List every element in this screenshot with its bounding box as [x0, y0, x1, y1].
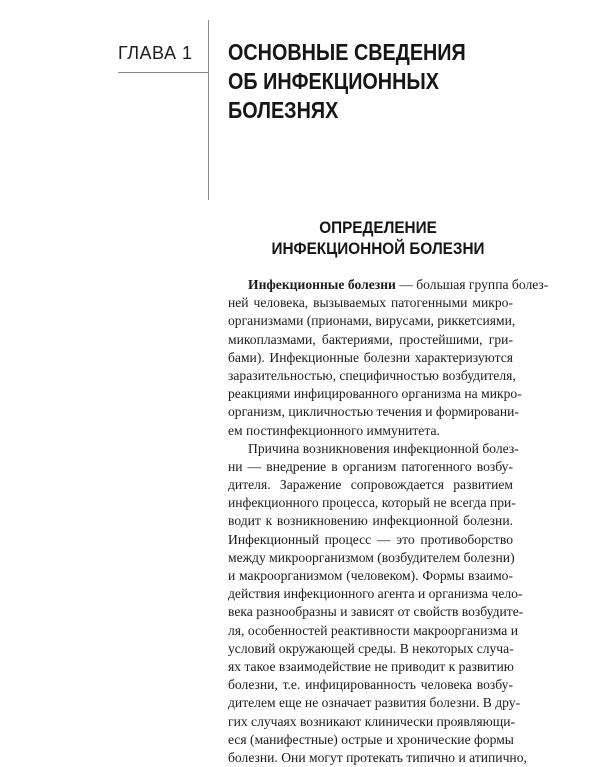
text-line: условий окружающей среды. В некоторых случа- — [228, 640, 514, 656]
text-line: ни — внедрение в организм патогенного возбу- — [228, 458, 513, 474]
horizontal-rule — [118, 72, 208, 73]
chapter-title — [228, 38, 466, 125]
text-line: дителя. Заражение сопровождается развитием — [228, 477, 513, 493]
paragraph1-line1 — [228, 276, 549, 294]
text-line: организм, цикличностью течения и формировани- — [228, 404, 519, 420]
text-line: гих случаях возникают клинически проявляющи- — [228, 713, 516, 729]
chapter-title-line: БОЛЕЗНЯХ — [228, 97, 339, 123]
paragraph1-line1-rest: — большая группа болез- — [395, 277, 549, 292]
text-line: ля, особенностей реактивности макроорганизма и — [228, 622, 518, 638]
text-line: реакциями инфицированного организма на микро- — [228, 386, 522, 402]
text-line: Инфекционный процесс — это противоборство — [228, 531, 513, 547]
text-line: болезни. Они могут протекать типично и атипично, — [228, 749, 527, 765]
text-line: ях такое взаимодействие не приводит к развитию — [228, 658, 514, 674]
text-line: организмами (прионами, вирусами, риккетсиями, — [228, 313, 516, 329]
text-line: водит к возникновению инфекционной болезни. — [228, 513, 513, 529]
text-line: ней человека, вызываемых патогенными микро- — [228, 295, 513, 311]
term-infectious-diseases: Инфекционные болезни — [248, 277, 396, 292]
chapter-title-line: ОСНОВНЫЕ СВЕДЕНИЯ — [228, 39, 466, 65]
text-line: инфекционного процесса, который не всегда при- — [228, 495, 516, 511]
text-line: и макроорганизмом (человеком). Формы взаимо- — [228, 568, 513, 583]
text-line: дителем еще не означает развития болезни. В дру- — [228, 695, 521, 711]
text-line: болезни, т.е. инфицированность человека возбу- — [228, 677, 513, 693]
text-line: микоплазмами, бактериями, простейшими, гри- — [228, 331, 513, 347]
vertical-rule — [208, 20, 209, 200]
text-line: действия инфекционного агента и организма чело- — [228, 586, 523, 602]
text-line: бами). Инфекционные болезни характеризуются — [228, 349, 513, 365]
chapter-label: ГЛАВА 1 — [118, 43, 193, 63]
section-heading — [243, 217, 513, 259]
text-line: Причина возникновения инфекционной болез- — [248, 440, 519, 456]
text-line: века разнообразны и зависят от свойств возбудите- — [228, 604, 524, 620]
text-line: между микроорганизмом (возбудителем болезни) — [228, 549, 515, 565]
chapter-title-line: ОБ ИНФЕКЦИОННЫХ — [228, 68, 439, 94]
body-text — [228, 276, 549, 767]
section-heading-line: ОПРЕДЕЛЕНИЕ — [319, 218, 437, 237]
text-line: ем постинфекционного иммунитета. — [228, 422, 440, 438]
section-heading-line: ИНФЕКЦИОННОЙ БОЛЕЗНИ — [271, 239, 485, 258]
text-line: заразительностью, специфичностью возбудителя, — [228, 367, 516, 383]
text-line: еся (манифестные) острые и хронические формы — [228, 731, 514, 747]
